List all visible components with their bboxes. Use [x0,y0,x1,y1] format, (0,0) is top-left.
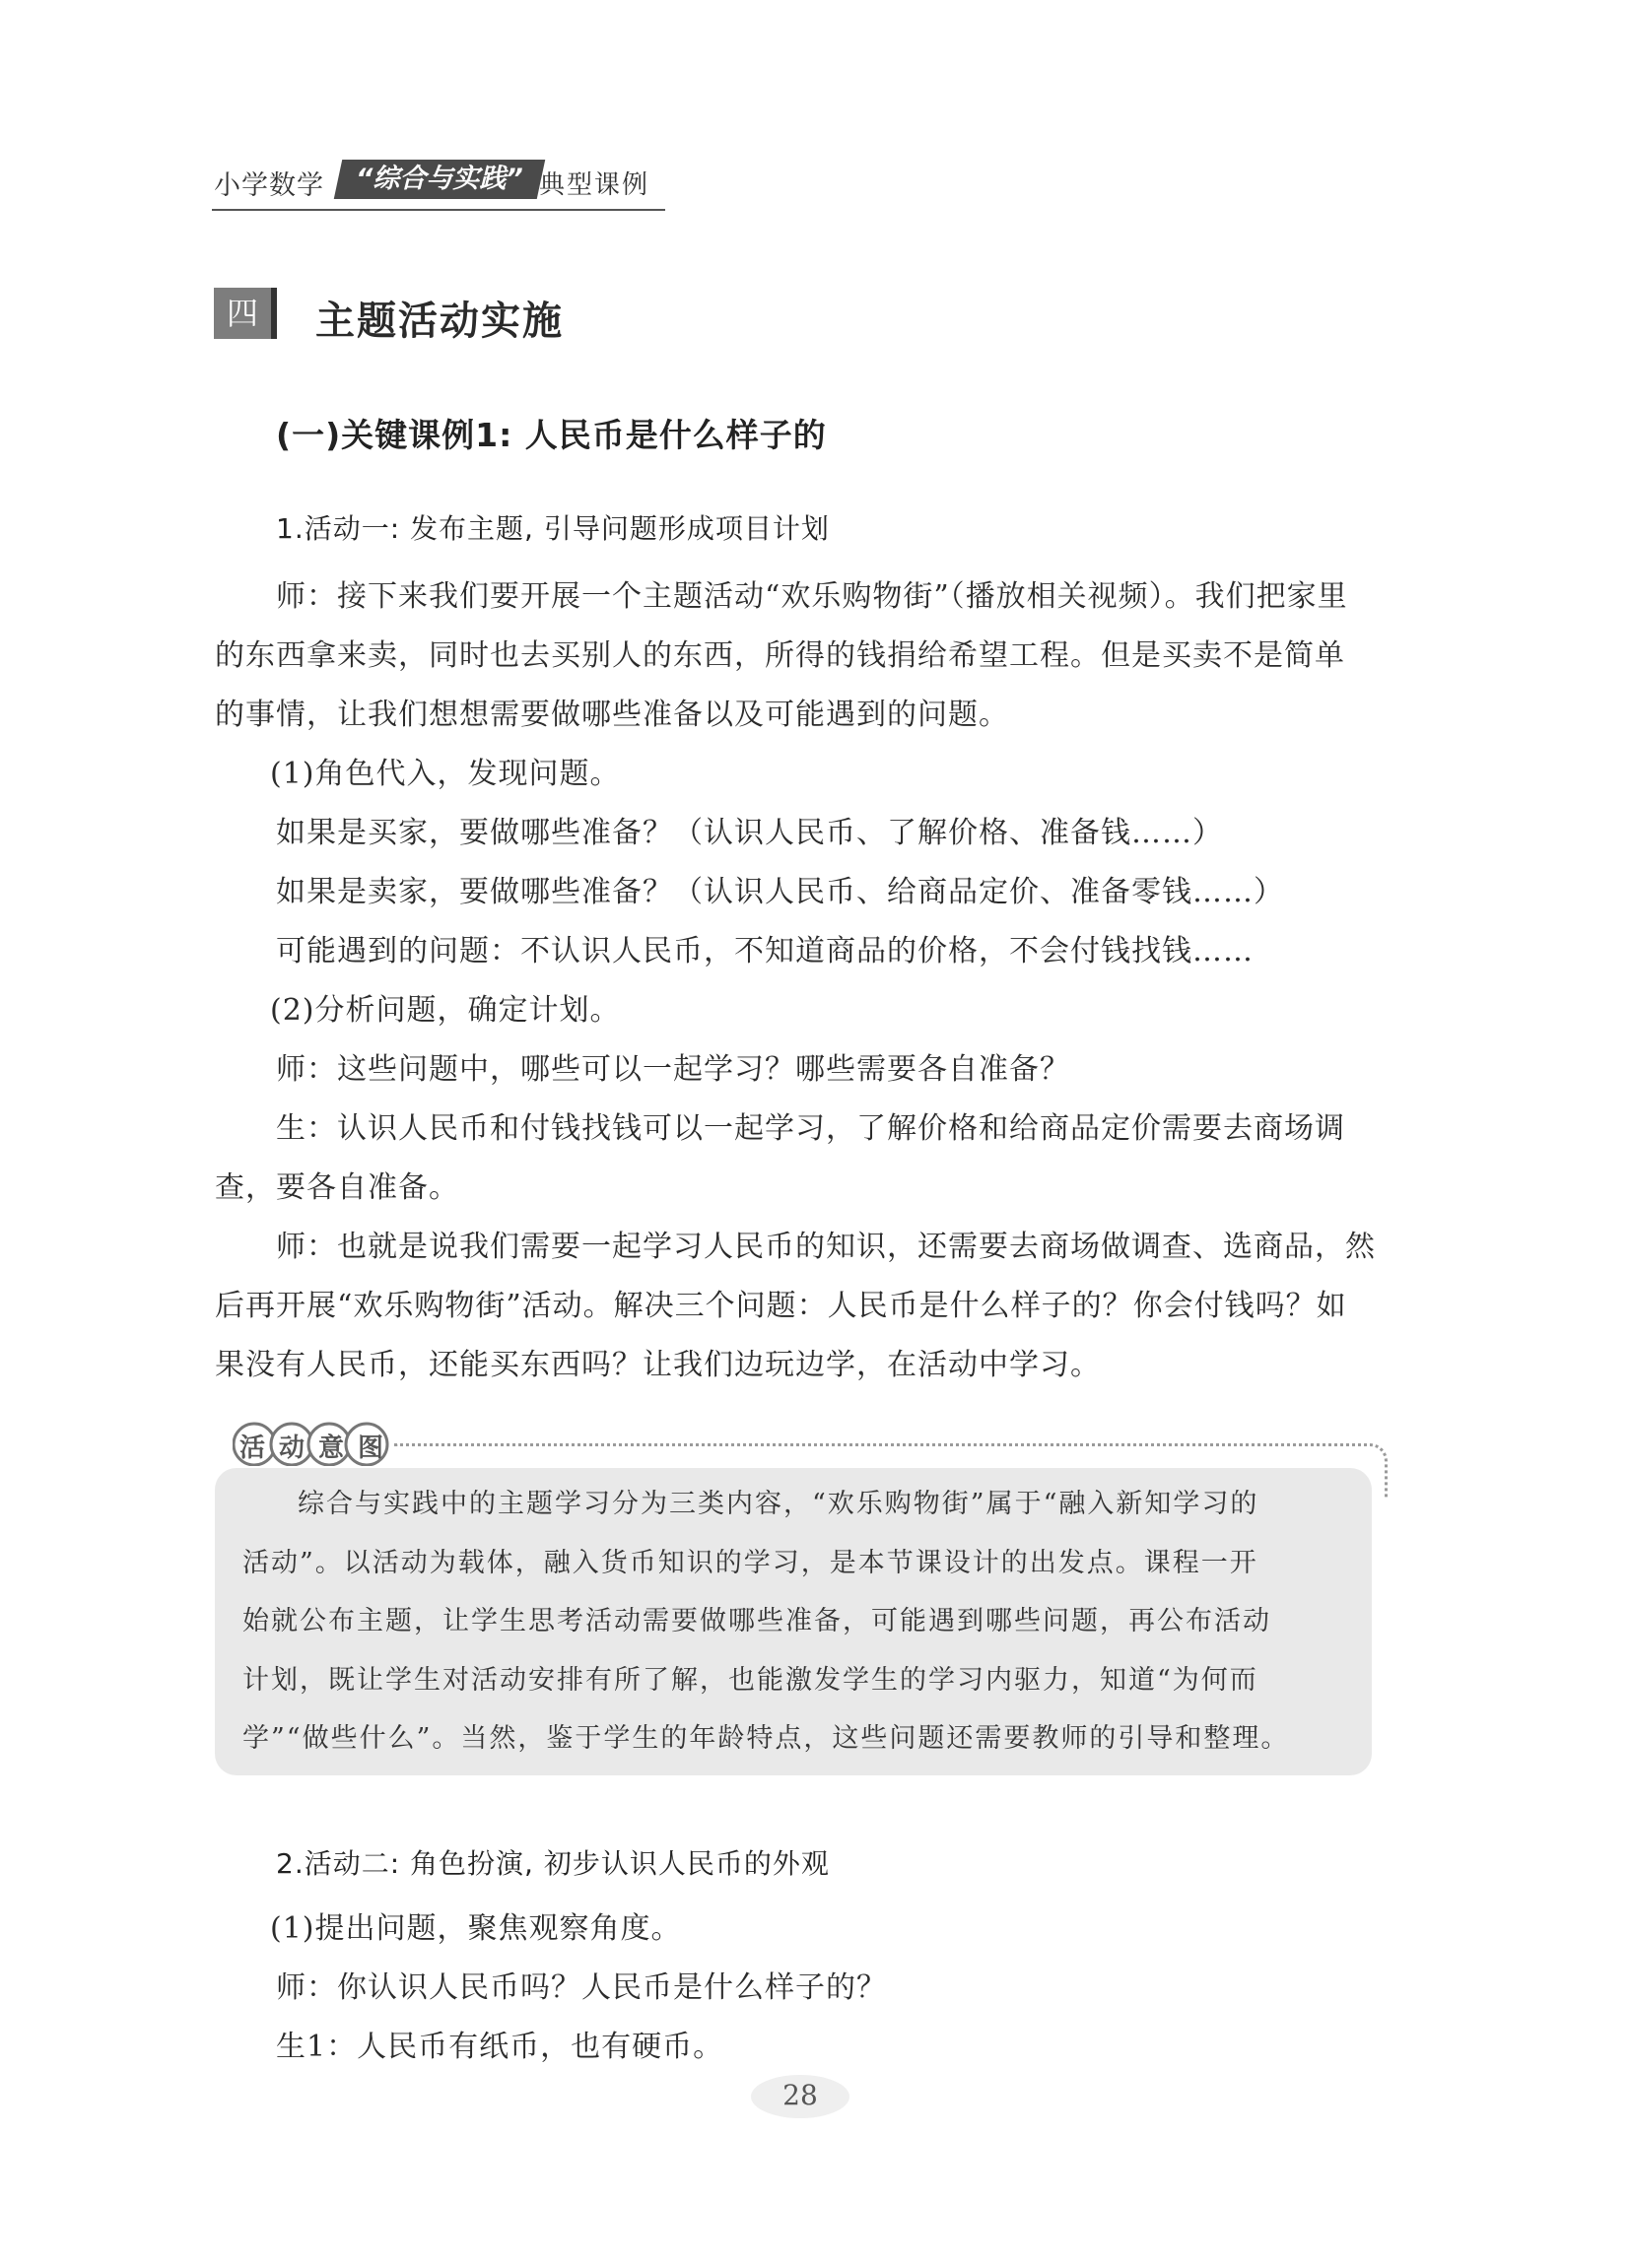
paragraph-line: (1)角色代入，发现问题。 [270,757,621,791]
intent-line: 计划，既让学生对活动安排有所了解，也能激发学生的学习内驱力，知道“为何而 [242,1664,1258,1696]
intent-label [233,1423,390,1468]
intent-line: 活动”。以活动为载体，融入货币知识的学习，是本节课设计的出发点。课程一开 [242,1547,1258,1578]
activity-1-body [215,567,1397,1395]
paragraph-line: (1)提出问题，聚焦观察角度。 [270,1911,682,1946]
section-title: 主题活动实施 [315,298,564,344]
intent-text [242,1475,1356,1768]
paragraph-line: 生1：人民币有纸币，也有硬币。 [276,2030,724,2064]
header-highlight [334,160,545,199]
paragraph-line: (2)分析问题，确定计划。 [270,993,621,1028]
paragraph-line: 如果是卖家，要做哪些准备？（认识人民币、给商品定价、准备零钱……） [276,875,1284,909]
intent-label-char: 动 [278,1433,305,1463]
paragraph-line: 的东西拿来卖，同时也去买别人的东西，所得的钱捐给希望工程。但是买卖不是简单 [215,638,1345,673]
intent-label-char: 意 [317,1433,344,1463]
intent-label-char: 图 [357,1433,383,1463]
intent-label-char: 活 [238,1433,265,1463]
paragraph-line: 可能遇到的问题：不认识人民币，不知道商品的价格，不会付钱找钱…… [276,934,1254,968]
activity-2-body [215,1900,1397,2077]
page-number: 28 [782,2079,818,2111]
paragraph-line: 师：也就是说我们需要一起学习人民币的知识，还需要去商场做调查、选商品，然 [276,1230,1376,1264]
running-header [212,158,665,211]
header-highlight-text: “综合与实践” [356,164,523,194]
paragraph-line: 查，要各自准备。 [215,1170,459,1205]
intent-line: 始就公布主题，让学生思考活动需要做哪些准备，可能遇到哪些问题，再公布活动 [242,1606,1271,1636]
paragraph-line: 师：这些问题中，哪些可以一起学习？哪些需要各自准备？ [276,1052,1070,1087]
paragraph-line: 师：你认识人民币吗？人民币是什么样子的？ [276,1970,887,2005]
header-subject: 小学数学 [214,170,324,201]
paragraph-line: 生：认识人民币和付钱找钱可以一起学习，了解价格和给商品定价需要去商场调 [276,1111,1345,1146]
intent-line: 综合与实践中的主题学习分为三类内容，“欢乐购物街”属于“融入新知学习的 [298,1489,1259,1519]
paragraph-line: 如果是买家，要做哪些准备？（认识人民币、了解价格、准备钱……） [276,816,1223,850]
activity-1-heading: 1.活动一: 发布主题, 引导问题形成项目计划 [276,512,830,545]
section-number: 四 [214,288,277,339]
subsection-title: (一)关键课例1: 人民币是什么样子的 [276,416,827,454]
paragraph-line: 后再开展“欢乐购物街”活动。解决三个问题：人民币是什么样子的？你会付钱吗？如 [215,1289,1347,1323]
activity-2-heading: 2.活动二: 角色扮演, 初步认识人民币的外观 [276,1847,830,1880]
paragraph-line: 的事情，让我们想想需要做哪些准备以及可能遇到的问题。 [215,698,1009,732]
paragraph-line: 师：接下来我们要开展一个主题活动“欢乐购物街”（播放相关视频）。我们把家里 [276,579,1348,614]
header-suffix: 典型课例 [539,170,650,200]
intent-line: 学”“做些什么”。当然，鉴于学生的年龄特点，这些问题还需要教师的引导和整理。 [242,1723,1290,1754]
paragraph-line: 果没有人民币，还能买东西吗？让我们边玩边学，在活动中学习。 [215,1348,1101,1382]
intent-label-text [233,1423,390,1468]
